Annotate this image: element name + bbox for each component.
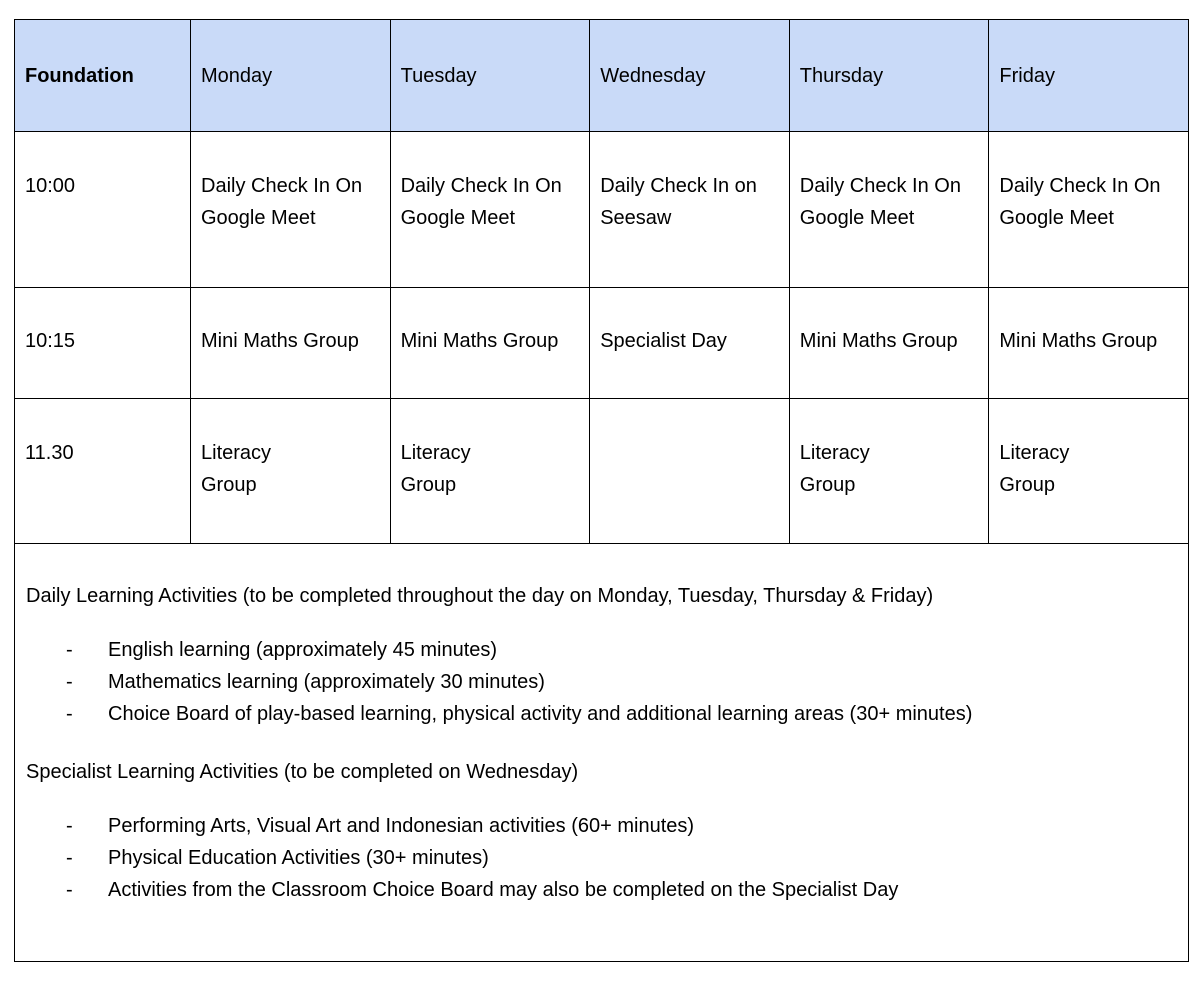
activity-cell: [789, 132, 989, 288]
activity-text: Mini Maths Group: [799, 330, 958, 352]
dash-bullet: -: [66, 815, 73, 837]
activity-text: Literacy Group: [201, 442, 272, 496]
activity-text: Mini Maths Group: [999, 330, 1158, 352]
activity-cell: [191, 288, 391, 399]
table-row: [15, 399, 1189, 544]
list-item-text: Mathematics learning (approximately 30 minutes): [108, 671, 545, 693]
daily-activities-list: [26, 634, 1177, 730]
time-label: 10:00: [25, 175, 76, 197]
activity-cell: [789, 288, 989, 399]
activity-cell: [191, 399, 391, 544]
dash-bullet: -: [66, 703, 73, 725]
list-item: [26, 698, 1177, 730]
activity-cell: [989, 132, 1189, 288]
header-row: [15, 20, 1189, 132]
list-item-text: English learning (approximately 45 minutes): [108, 639, 498, 661]
dash-bullet: -: [66, 671, 73, 693]
day-header-tuesday: [390, 20, 590, 132]
activity-text: Daily Check In On Google Meet: [799, 175, 961, 229]
time-label: 10:15: [25, 330, 76, 352]
day-label: Tuesday: [400, 64, 477, 87]
daily-activities-heading: Daily Learning Activities (to be completed throughout the day on Monday, Tuesday, Thursday & Friday): [26, 585, 934, 607]
activity-text: Daily Check In On Google Meet: [201, 175, 363, 229]
notes-row: [15, 544, 1189, 962]
activity-cell-empty: [590, 399, 790, 544]
table-row: [15, 288, 1189, 399]
time-cell: [15, 399, 191, 544]
specialist-activities-heading: Specialist Learning Activities (to be completed on Wednesday): [26, 761, 579, 783]
activity-text: Daily Check In on Seesaw: [600, 175, 757, 229]
activity-text: Literacy Group: [799, 442, 870, 496]
table-row: [15, 132, 1189, 288]
list-item: [26, 810, 1177, 842]
activity-cell: [590, 132, 790, 288]
day-label: Thursday: [799, 64, 884, 87]
list-item: [26, 634, 1177, 666]
day-header-thursday: [789, 20, 989, 132]
activity-text: Specialist Day: [600, 330, 727, 352]
activity-text: Literacy Group: [400, 442, 471, 496]
day-label: Wednesday: [600, 64, 706, 87]
activity-cell: [590, 288, 790, 399]
corner-label: Foundation: [25, 64, 134, 87]
dash-bullet: -: [66, 639, 73, 661]
day-label: Monday: [201, 64, 273, 87]
notes-cell: [15, 544, 1189, 962]
list-item-text: Choice Board of play-based learning, physical activity and additional learning areas (30+ minutes): [108, 703, 973, 725]
activity-cell: [989, 288, 1189, 399]
dash-bullet: -: [66, 847, 73, 869]
activity-text: Mini Maths Group: [400, 330, 559, 352]
list-item: [26, 666, 1177, 698]
day-label: Friday: [999, 64, 1055, 87]
time-cell: [15, 132, 191, 288]
day-header-monday: [191, 20, 391, 132]
list-item-text: Activities from the Classroom Choice Board may also be completed on the Specialist Day: [108, 879, 899, 901]
day-header-friday: [989, 20, 1189, 132]
activity-cell: [989, 399, 1189, 544]
corner-cell: [15, 20, 191, 132]
activity-text: Mini Maths Group: [201, 330, 359, 352]
timetable: [14, 19, 1189, 962]
list-item-text: Physical Education Activities (30+ minutes): [108, 847, 489, 869]
time-label: 11.30: [25, 442, 74, 464]
activity-cell: [789, 399, 989, 544]
activity-text: Daily Check In On Google Meet: [999, 175, 1161, 229]
day-header-wednesday: [590, 20, 790, 132]
list-item: [26, 842, 1177, 874]
activity-cell: [390, 288, 590, 399]
activity-cell: [390, 132, 590, 288]
time-cell: [15, 288, 191, 399]
specialist-activities-list: [26, 810, 1177, 906]
dash-bullet: -: [66, 879, 73, 901]
list-item: [26, 874, 1177, 906]
activity-cell: [191, 132, 391, 288]
activity-text: Literacy Group: [999, 442, 1070, 496]
activity-text: Daily Check In On Google Meet: [400, 175, 562, 229]
activity-cell: [390, 399, 590, 544]
list-item-text: Performing Arts, Visual Art and Indonesian activities (60+ minutes): [108, 815, 695, 837]
